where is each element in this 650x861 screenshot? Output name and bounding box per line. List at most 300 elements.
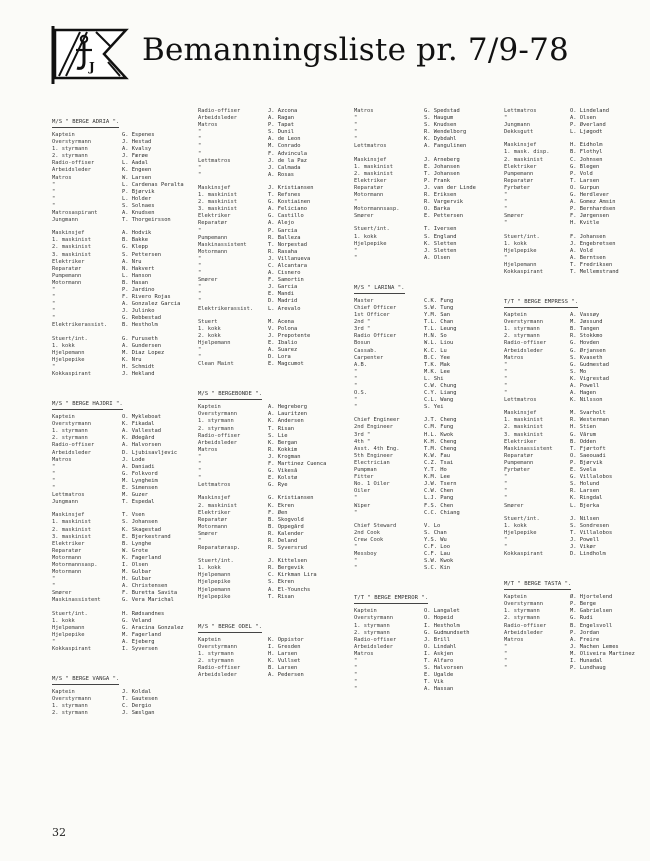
crew-name: W. Larsen (122, 174, 152, 181)
crew-name: C.Z. Tsai (424, 459, 454, 466)
crew-name: E. Mandi (268, 291, 294, 298)
crew-row (52, 182, 200, 189)
crew-role: Stuert/int. (504, 233, 540, 240)
crew-name: L. Aadal (122, 160, 148, 167)
crew-role: Smører (504, 502, 524, 509)
crew-name: M.K. Lee (424, 368, 450, 375)
crew-role: " (198, 468, 202, 475)
crew-row (354, 129, 502, 136)
crew-name: B. Tangen (570, 326, 600, 333)
crew-row (354, 298, 502, 305)
crew-row (52, 308, 200, 315)
crew-role: 2. styrmann (504, 615, 540, 622)
crew-row (198, 277, 346, 284)
crew-role: 1. kokk (52, 617, 75, 624)
crew-name: K. Ekren (268, 502, 294, 509)
crew-role: Smører (198, 277, 218, 284)
crew-name: T. Fredriksen (570, 261, 613, 268)
crew-name: H. Schmidt (122, 363, 155, 370)
crew-name: C. Alcantara (268, 262, 307, 269)
crew-role: 3. maskinist (504, 431, 543, 438)
crew-name: C.W. Chung (424, 383, 457, 389)
crew-name: K. Ringdal (570, 495, 603, 502)
crew-name: B. Flothyl (570, 149, 603, 156)
crew-role: Arbeidsleder (198, 115, 237, 122)
crew-role: Kaptein (504, 594, 527, 601)
crew-row (52, 350, 200, 357)
crew-role: 2. maskinist (52, 526, 91, 533)
crew-name: J. Nilsen (570, 515, 600, 522)
crew-name: E. Pettersen (424, 213, 463, 220)
crew-name: J. Vikør (570, 543, 596, 550)
crew-name: K. Sletten (424, 240, 457, 247)
crew-role: Elektriker (52, 540, 85, 547)
crew-role: Hjelpemann (198, 586, 231, 593)
crew-name: J. Færøe (122, 153, 148, 160)
crew-name: R. Rasaha (268, 248, 298, 255)
crew-name: J. Engebretsen (570, 240, 616, 247)
crew-row (354, 369, 502, 376)
crew-name: A. Gundersen (122, 342, 161, 349)
crew-role: 1. styrmann (354, 622, 390, 629)
crew-name: E. Ibalio (268, 339, 298, 346)
crew-role: Hjelpemann (52, 624, 85, 631)
crew-name: A. Olsen (424, 254, 450, 261)
crew-name: T.M. Cheng (424, 445, 457, 452)
crew-role: " (504, 254, 508, 261)
crew-row (52, 519, 200, 526)
crew-role: " (198, 227, 202, 234)
crew-row (354, 530, 502, 537)
crew-role: Radio-offiser (198, 665, 241, 672)
crew-row (198, 440, 346, 447)
crew-role: 2. maskinist (354, 170, 393, 177)
crew-role: " (52, 485, 56, 492)
crew-row (504, 390, 644, 397)
crew-row (354, 241, 502, 248)
crew-role: Motormann (198, 248, 228, 255)
crew-row (198, 531, 346, 538)
crew-role: Hjelpemann (198, 339, 231, 346)
crew-row (504, 481, 644, 488)
crew-role: Jungmann (52, 499, 78, 506)
crew-row (504, 108, 644, 115)
crew-role: " (504, 488, 508, 495)
crew-name: C.M. Fung (424, 424, 454, 431)
crew-name: K. Nru (122, 356, 142, 363)
crew-name: K. Nilsson (570, 397, 603, 404)
crew-role: " (52, 463, 56, 470)
crew-row (198, 418, 346, 425)
ship-section (52, 665, 200, 717)
crew-role: 1. styrmann (504, 326, 540, 333)
ship-title: M/T " BERGE TASTA ". (504, 581, 571, 590)
crew-name: V. Lo (424, 522, 441, 529)
crew-name: S.W. Kwok (424, 558, 454, 565)
crew-name: B. Bakke (122, 237, 148, 244)
crew-role: " (198, 347, 202, 353)
crew-name: K.H. Cheng (424, 438, 457, 445)
crew-role: Motormannsasp. (354, 206, 400, 213)
crew-role: Oiler (354, 488, 371, 495)
crew-name: K. Skagestad (122, 526, 161, 533)
crew-role: 1. kokk (52, 342, 75, 349)
crew-name: A. Christensen (122, 583, 168, 590)
crew-role: " (198, 461, 202, 468)
crew-name: P. Lundhaug (570, 665, 606, 672)
crew-row (198, 587, 346, 594)
crew-role: Kaptein (198, 636, 221, 643)
ship-section (52, 108, 200, 378)
crew-role: Master (354, 297, 374, 304)
crew-role: Radio-offiser (504, 340, 547, 347)
crew-role: " (198, 298, 202, 305)
page-header (50, 24, 610, 84)
crew-name: S. Ekren (268, 579, 294, 586)
crew-role: 2. styrmann (52, 710, 88, 717)
crew-name: S.W. Tung (424, 304, 454, 311)
crew-name: M. Oliveira Martinez (570, 650, 635, 657)
ship-section (354, 584, 502, 693)
crew-role: 2. styrmann (198, 658, 234, 664)
crew-row (354, 644, 502, 651)
crew-name: A. Hegreberg (268, 404, 307, 411)
crew-name: M. Lyngheim (122, 477, 158, 484)
ship-title: M/S " BERGE ODEL ". (198, 624, 262, 633)
crew-row (52, 252, 200, 259)
crew-name: M. Diaz Lopez (122, 349, 165, 356)
crew-row (504, 149, 644, 156)
crew-row (504, 122, 644, 129)
crew-row (52, 576, 200, 583)
crew-role: Radio Officer (354, 333, 397, 340)
crew-name: S. Mo (570, 368, 587, 375)
crew-row (52, 287, 200, 294)
crew-role: Stuert (198, 318, 218, 325)
crew-name: G. Blegen (570, 163, 600, 170)
crew-row (354, 234, 502, 241)
crew-name: E. Kolstø (268, 475, 298, 482)
crew-name: W. Grote (122, 547, 148, 554)
crew-role: Reparatør (198, 516, 228, 523)
crew-row (504, 269, 644, 276)
crew-name: Y.S. Wu (424, 536, 447, 543)
crew-name: G. Vikeså (268, 468, 298, 475)
ship-title: M/S " BERGE HAJDRI ". (52, 401, 123, 410)
crew-role: Fyrbøter (504, 184, 530, 191)
crew-name: J. de la Paz (268, 157, 307, 164)
crew-row (52, 590, 200, 597)
crew-role: Overstyrmann (198, 643, 237, 650)
crew-role: " (52, 181, 56, 188)
crew-row (354, 417, 502, 424)
crew-role: 1st Officer (354, 312, 390, 319)
crew-name: M. Fagerland (122, 631, 161, 638)
crew-row (354, 615, 502, 622)
crew-row (198, 192, 346, 199)
column-2 (198, 108, 346, 691)
crew-row (354, 255, 502, 262)
crew-role: Matros (354, 650, 374, 657)
crew-role: " (354, 658, 358, 664)
crew-role: Kaptein (52, 414, 75, 421)
crew-row (52, 273, 200, 280)
crew-name: S. Holund (570, 481, 600, 488)
crew-role: Radio-offiser (198, 432, 241, 439)
crew-role: Smører (198, 530, 218, 537)
crew-row (354, 143, 502, 150)
crew-name: G. Herdlever (570, 192, 609, 199)
crew-role: " (504, 643, 508, 650)
crew-row (198, 468, 346, 475)
crew-name: B. Skogvold (268, 516, 304, 523)
crew-row (52, 435, 200, 442)
crew-name: S. Knudsen (424, 122, 457, 129)
crew-name: D. Lindholm (570, 551, 606, 558)
crew-name: F. Rivero Rojas (122, 294, 171, 301)
crew-name: G. Vårum (570, 431, 596, 438)
ship-section (504, 108, 644, 276)
crew-name: G. Kostiainen (268, 199, 311, 206)
crew-row (354, 679, 502, 686)
crew-row (198, 270, 346, 277)
crew-name: T. Alfaro (424, 658, 454, 664)
crew-name: L. Shi (424, 375, 444, 382)
crew-name: O. Lindeland (570, 108, 609, 114)
crew-name: O. Langalet (424, 608, 460, 615)
crew-name: I. Syversen (122, 646, 158, 652)
crew-role: Kokkaspirant (52, 646, 91, 652)
crew-role: Lettmatros (504, 108, 537, 114)
crew-row (354, 319, 502, 326)
crew-row (504, 417, 644, 424)
crew-role: 2. styrmann (354, 629, 390, 636)
crew-name: P. Frank (424, 177, 450, 184)
crew-role: Lettmatros (504, 397, 537, 404)
crew-name: R. Larsen (570, 488, 600, 495)
crew-row (504, 115, 644, 122)
crew-row (354, 213, 502, 220)
crew-name: G. Furuseth (122, 335, 158, 342)
crew-role: Wiper (354, 502, 371, 509)
crew-row (52, 485, 200, 492)
crew-name: R. Balleza (268, 234, 301, 241)
crew-role: Chief Engineer (354, 417, 400, 424)
crew-name: A. Fangulinen (424, 143, 467, 150)
crew-role: Radio-offiser (198, 108, 241, 114)
crew-name: J. Arneberg (424, 156, 460, 163)
crew-row (198, 482, 346, 489)
crew-row (504, 658, 644, 665)
crew-role: Chief Steward (354, 522, 397, 529)
crew-role: " (354, 368, 358, 375)
crew-name: D. Madrid (268, 298, 298, 305)
crew-row (198, 658, 346, 665)
crew-name: D. Ljubisavljevic (122, 449, 178, 456)
crew-name: R. Vargervik (424, 199, 463, 206)
crew-name: C.L. Wang (424, 397, 454, 404)
crew-role: " (198, 136, 202, 143)
crew-role: Reparatør (52, 265, 82, 272)
crew-row (504, 220, 644, 227)
crew-row (52, 315, 200, 322)
crew-role: Motormann (198, 523, 228, 530)
crew-name: R. Bergevik (268, 565, 304, 572)
crew-row (504, 213, 644, 220)
crew-row (52, 583, 200, 590)
crew-name: G. Gudmundseth (424, 629, 470, 636)
crew-name: T. Fjørtoft (570, 445, 606, 452)
crew-role: Clean Maint (198, 361, 234, 368)
crew-role: 2. maskinist (198, 502, 237, 509)
crew-role: " (354, 672, 358, 679)
crew-name: R. Syversrud (268, 545, 307, 552)
crew-row (52, 280, 200, 287)
crew-role: Elektriker (52, 258, 85, 265)
crew-name: E. Magcumot (268, 361, 304, 368)
crew-role: Hjelpepike (52, 356, 85, 363)
crew-role: 1. kokk (354, 233, 377, 240)
crew-row (504, 248, 644, 255)
crew-name: B.C. Yee (424, 354, 450, 361)
crew-name: K. Fikadal (122, 421, 155, 428)
crew-role: Bosun (354, 340, 371, 347)
page-number: 32 (52, 826, 66, 839)
crew-role: Reparatør (198, 220, 228, 227)
crew-role: Pumpemann (504, 459, 534, 466)
crew-name: T. Risan (268, 425, 294, 432)
crew-role: " (52, 188, 56, 195)
crew-role: " (354, 509, 358, 516)
ship-section (504, 288, 644, 558)
crew-row (504, 544, 644, 551)
crew-role: " (52, 477, 56, 484)
crew-role: " (504, 368, 508, 375)
crew-role: Lettmatros (198, 157, 231, 164)
crew-role: 2nd Cook (354, 529, 380, 536)
crew-role: Elektriker (354, 177, 387, 184)
crew-row (354, 122, 502, 129)
crew-role: " (198, 262, 202, 269)
crew-row (354, 503, 502, 510)
crew-role: " (52, 286, 56, 293)
crew-role: " (354, 543, 358, 550)
crew-row (198, 426, 346, 433)
crew-role: 1. styrmann (198, 418, 234, 425)
crew-row (52, 421, 200, 428)
crew-row (504, 467, 644, 474)
crew-role: " (354, 129, 358, 136)
crew-row (504, 516, 644, 523)
crew-row (504, 376, 644, 383)
crew-role: " (504, 383, 508, 389)
crew-role: Kokkaspirant (52, 371, 91, 377)
crew-name: A. Hodvik (122, 230, 152, 237)
crew-role: Maskinsjef (198, 184, 231, 191)
crew-name: B. Oppegård (268, 523, 304, 530)
crew-name: I. Olsen (122, 561, 148, 568)
crew-role: Overstyrmann (52, 696, 91, 703)
crew-role: " (198, 354, 202, 361)
crew-role: " (52, 294, 56, 301)
crew-name: K. Vullset (268, 658, 301, 664)
crew-role: " (504, 115, 508, 122)
crew-row (354, 312, 502, 319)
crew-row (504, 439, 644, 446)
crew-name: J. Brill (424, 636, 450, 643)
crew-row (354, 439, 502, 446)
crew-name: M. Jøssund (570, 319, 603, 326)
crew-name: L. Bjerka (570, 502, 600, 509)
crew-role: Elektriker (504, 438, 537, 445)
crew-row (504, 608, 644, 615)
crew-role: " (198, 537, 202, 544)
crew-name: B. Hasan (122, 279, 148, 286)
crew-name: T. Refsnes (268, 192, 301, 199)
crew-row (504, 424, 644, 431)
ship-section (52, 390, 200, 653)
crew-role: " (198, 284, 202, 291)
crew-role: Lettmatros (198, 482, 231, 489)
crew-name: T. Espedal (122, 499, 155, 506)
crew-row (504, 651, 644, 658)
crew-name: M. Conrado (268, 143, 301, 150)
crew-row (504, 164, 644, 171)
crew-name: R. Westerman (570, 417, 609, 424)
crew-role: Pumpman (354, 467, 377, 474)
crew-role: " (504, 361, 508, 368)
ship-section (354, 274, 502, 572)
crew-row (198, 298, 346, 305)
crew-role: Arbeidsleder (52, 449, 91, 456)
crew-name: K. Fagerland (122, 554, 161, 561)
crew-role: " (354, 404, 358, 411)
crew-row (354, 510, 502, 517)
crew-name: K. Ødegård (122, 435, 155, 442)
crew-row (198, 665, 346, 672)
crew-name: K. Bergan (268, 439, 298, 446)
crew-row (354, 226, 502, 233)
crew-row (504, 623, 644, 630)
crew-name: S. England (424, 233, 457, 240)
crew-row (52, 364, 200, 371)
crew-row (504, 355, 644, 362)
crew-role: 5th Engineer (354, 452, 393, 459)
crew-name: K. Andersen (268, 418, 304, 425)
ship-title: T/T " BERGE EMPRESS ". (504, 299, 578, 308)
crew-name: R. Stokkmo (570, 333, 603, 340)
crew-role: Radio-offiser (504, 622, 547, 629)
crew-role: Motormann (52, 554, 82, 561)
crew-name: T. Vsen (122, 512, 145, 519)
crew-row (52, 336, 200, 343)
crew-name: J. Kristiansen (268, 184, 314, 191)
crew-role: Smører (52, 590, 72, 597)
crew-role: Maskinsjef (354, 156, 387, 163)
crew-row (198, 249, 346, 256)
crew-role: Matros (52, 456, 72, 463)
crew-role: " (354, 115, 358, 122)
crew-row (504, 537, 644, 544)
crew-name: J. Koldal (122, 689, 152, 696)
crew-name: Ø. Hjortelend (570, 594, 613, 601)
crew-name: A. Lauritzen (268, 411, 307, 418)
crew-role: 2nd Engineer (354, 424, 393, 431)
crew-name: A. Olsen (570, 115, 596, 122)
crew-row (504, 665, 644, 672)
crew-row (198, 291, 346, 298)
crew-name: P. Bjørvik (570, 459, 603, 466)
